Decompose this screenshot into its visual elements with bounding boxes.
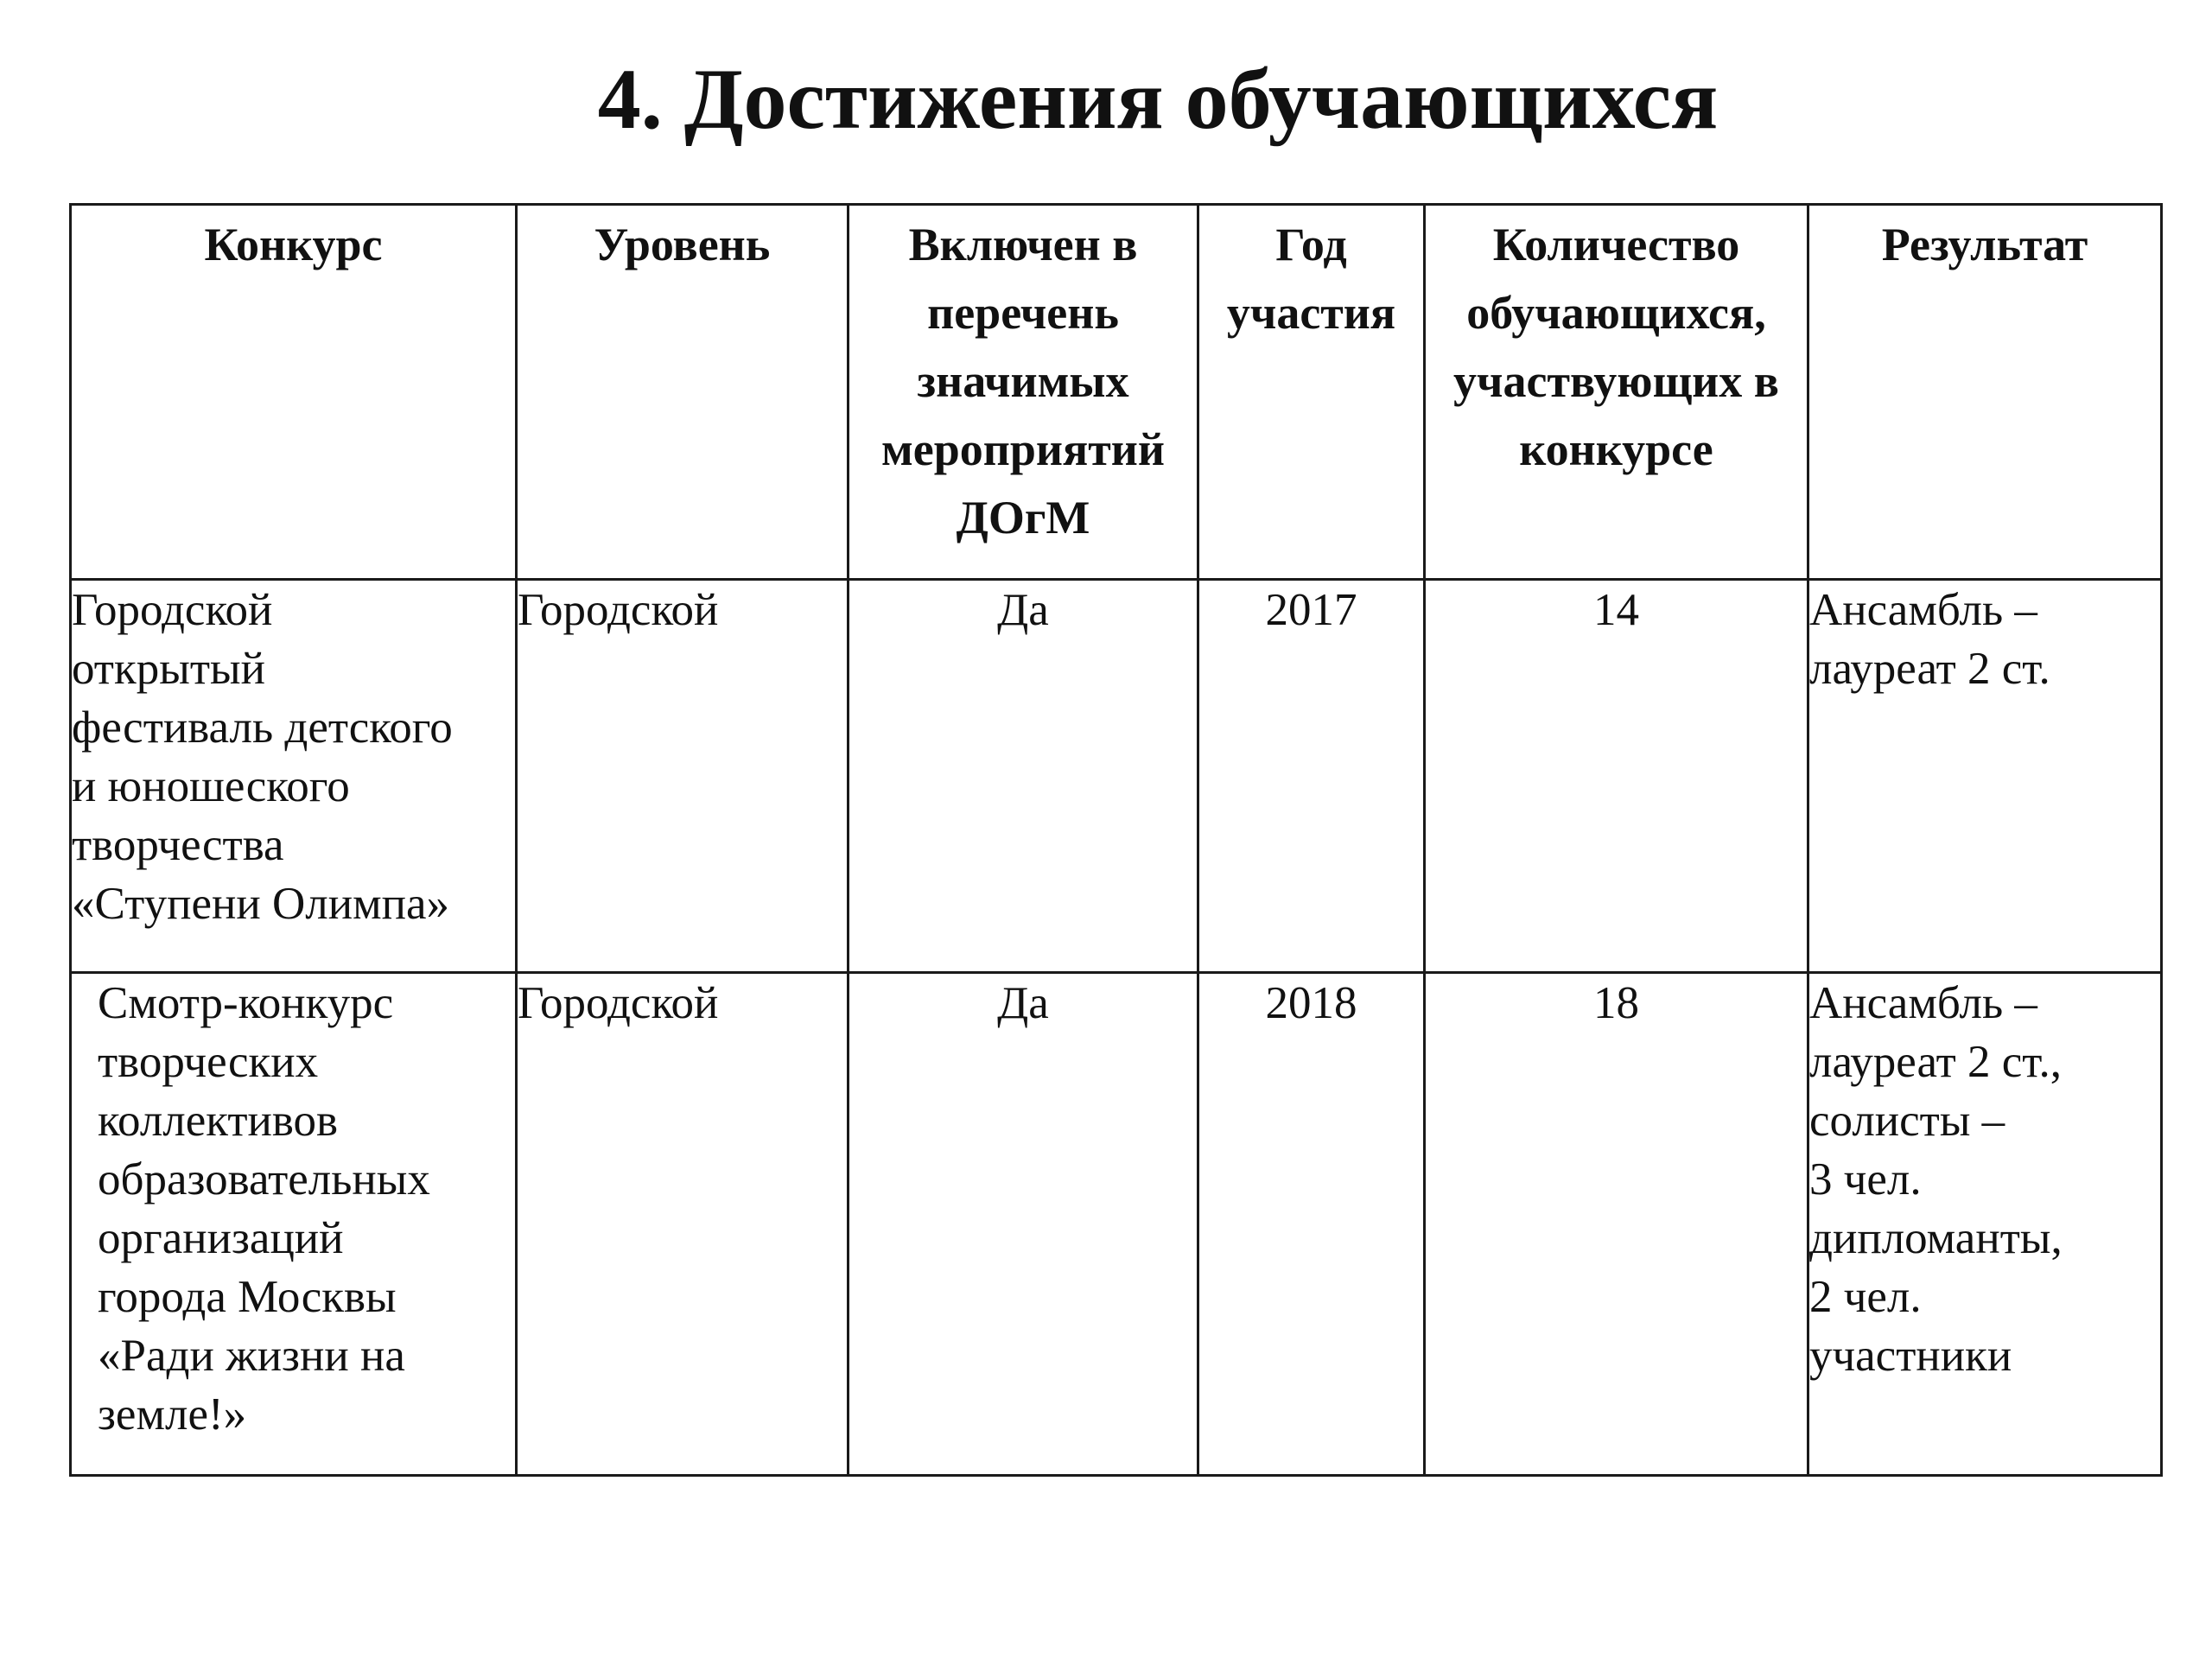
cell-level: Городской xyxy=(517,973,849,1476)
cell-year: 2018 xyxy=(1198,973,1425,1476)
cell-included: Да xyxy=(849,580,1198,973)
header-count: Количество обучающихся, участвующих в конкурсе xyxy=(1425,205,1808,580)
cell-year: 2017 xyxy=(1198,580,1425,973)
cell-included: Да xyxy=(849,973,1198,1476)
cell-contest: Смотр-конкурс творческих коллективов образовательных организаций города Москвы «Ради жизни на земле!» xyxy=(71,973,517,1476)
header-result: Результат xyxy=(1808,205,2162,580)
table-row xyxy=(71,973,2162,1476)
table-row xyxy=(71,580,2162,973)
cell-result: Ансамбль – лауреат 2 ст. xyxy=(1808,580,2162,973)
page-title: 4. Достижения обучающихся xyxy=(597,51,1719,147)
cell-count: 14 xyxy=(1425,580,1808,973)
table-header-row xyxy=(71,205,2162,580)
cell-result: Ансамбль – лауреат 2 ст., солисты – 3 чел. дипломанты, 2 чел. участники xyxy=(1808,973,2162,1476)
cell-count: 18 xyxy=(1425,973,1808,1476)
header-included: Включен в перечень значимых мероприятий ДОгМ xyxy=(849,205,1198,580)
header-contest: Конкурс xyxy=(71,205,517,580)
header-level: Уровень xyxy=(517,205,849,580)
header-year: Год участия xyxy=(1198,205,1425,580)
cell-level: Городской xyxy=(517,580,849,973)
achievements-table xyxy=(69,203,2163,1477)
cell-contest: Городской открытый фестиваль детского и юношеского творчества «Ступени Олимпа» xyxy=(71,580,517,973)
